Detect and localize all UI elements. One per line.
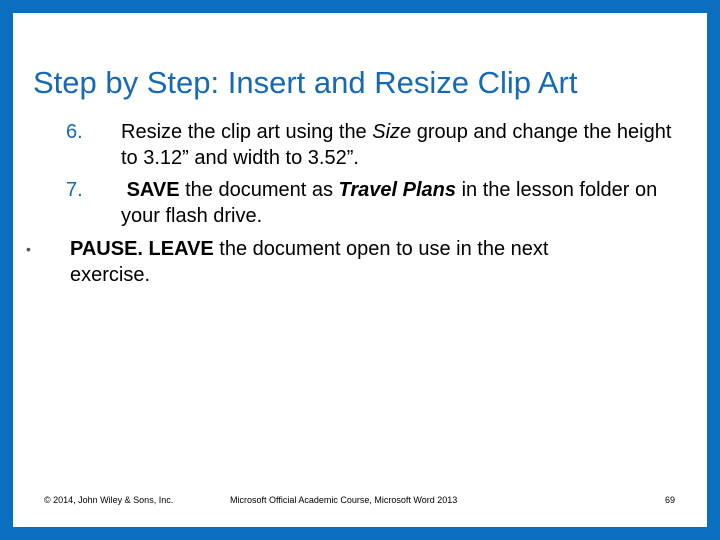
step-text: [121, 119, 681, 171]
step-text-bold: SAVE: [126, 179, 180, 201]
step-text-bold-italic: Travel Plans: [338, 179, 457, 201]
footer-page-number: 69: [665, 495, 676, 505]
step-text: [121, 177, 681, 229]
step-number: 7.: [66, 179, 83, 201]
footer-copyright: © 2014, John Wiley & Sons, Inc.: [44, 495, 174, 505]
slide: [13, 13, 707, 527]
step-text-part: the document as: [179, 179, 339, 201]
step-text-italic: Size: [372, 121, 412, 143]
bullet-text: [70, 236, 630, 288]
bullet-text-part: the document open to use in the next exercise.: [70, 238, 549, 286]
step-number: 6.: [66, 121, 83, 143]
bullet-text-bold: PAUSE.: [70, 238, 143, 260]
step-text-part: in the lesson folder on your flash drive.: [121, 179, 658, 227]
slide-title: Step by Step: Insert and Resize Clip Art: [33, 65, 578, 100]
bullet-text-bold: LEAVE: [148, 238, 214, 260]
bullet-marker: •: [26, 241, 31, 257]
step-text-part: group and change the height to 3.12” and width to 3.52”.: [121, 121, 672, 169]
footer-course: Microsoft Official Academic Course, Microsoft Word 2013: [230, 495, 458, 505]
step-text-part: Resize the clip art using the: [121, 121, 373, 143]
